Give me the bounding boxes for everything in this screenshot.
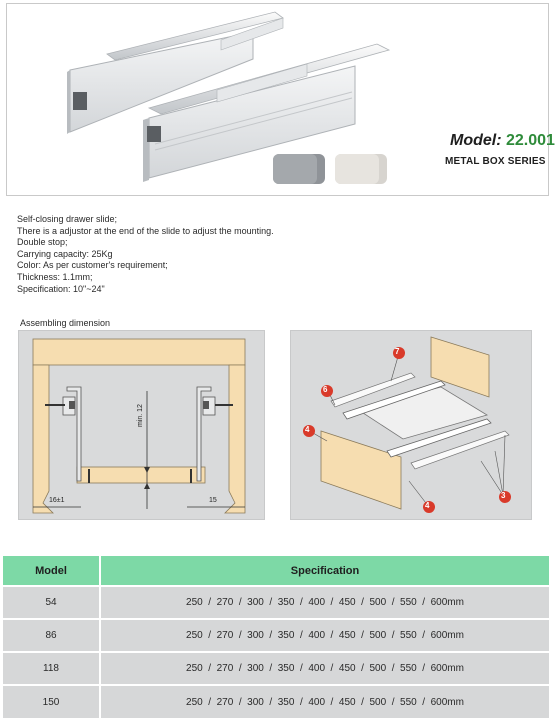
- model-prefix: Model:: [450, 132, 502, 149]
- series-name: METAL BOX SERIES: [445, 156, 546, 167]
- cell-model: 150: [3, 685, 100, 718]
- header-model: Model: [3, 556, 100, 586]
- description-line: There is a adjustor at the end of the slide to adjust the mounting.: [17, 225, 274, 236]
- table-row: [3, 586, 549, 619]
- cell-model: 118: [3, 652, 100, 685]
- model-number: 22.001: [506, 132, 555, 149]
- cell-model: 86: [3, 619, 100, 652]
- description-line: Double stop;: [17, 237, 68, 248]
- table-row: [3, 619, 549, 652]
- specification-table: [3, 556, 549, 718]
- cell-specification: 250 / 270 / 300 / 350 / 400 / 450 / 500 / 550 / 600mm: [100, 586, 549, 619]
- assembly-dimension-diagram: [18, 330, 265, 520]
- cell-specification: 250 / 270 / 300 / 350 / 400 / 450 / 500 / 550 / 600mm: [100, 619, 549, 652]
- dimension-right-label: 15: [209, 497, 217, 504]
- callout-label: 6: [323, 385, 328, 394]
- header-specification: Specification: [100, 556, 549, 586]
- product-image-box: [6, 3, 555, 196]
- callout-label: 4: [305, 425, 310, 434]
- table-row: [3, 652, 549, 685]
- assembly-title: Assembling dimension: [20, 318, 111, 328]
- model-title: [450, 132, 555, 150]
- dimension-left-label: 16±1: [49, 497, 65, 504]
- exploded-view-diagram: [290, 330, 532, 520]
- cell-specification: 250 / 270 / 300 / 350 / 400 / 450 / 500 / 550 / 600mm: [100, 652, 549, 685]
- cell-specification: 250 / 270 / 300 / 350 / 400 / 450 / 500 / 550 / 600mm: [100, 685, 549, 718]
- drawer-slide-illustration: [7, 4, 550, 197]
- callout-label: 3: [501, 491, 506, 500]
- description-line: Color: As per customer's requirement;: [17, 260, 168, 271]
- description-line: Carrying capacity: 25Kg: [17, 248, 113, 259]
- description-line: Specification: 10"~24": [17, 283, 105, 294]
- description-line: Self-closing drawer slide;: [17, 214, 118, 224]
- product-description: [17, 214, 274, 295]
- cell-model: 54: [3, 586, 100, 619]
- callout-label: 4: [425, 501, 430, 510]
- description-line: Thickness: 1.1mm;: [17, 271, 93, 282]
- table-header-row: [3, 556, 549, 586]
- table-row: [3, 685, 549, 718]
- dimension-min-label: min. 12: [137, 404, 144, 427]
- callout-label: 7: [395, 347, 400, 356]
